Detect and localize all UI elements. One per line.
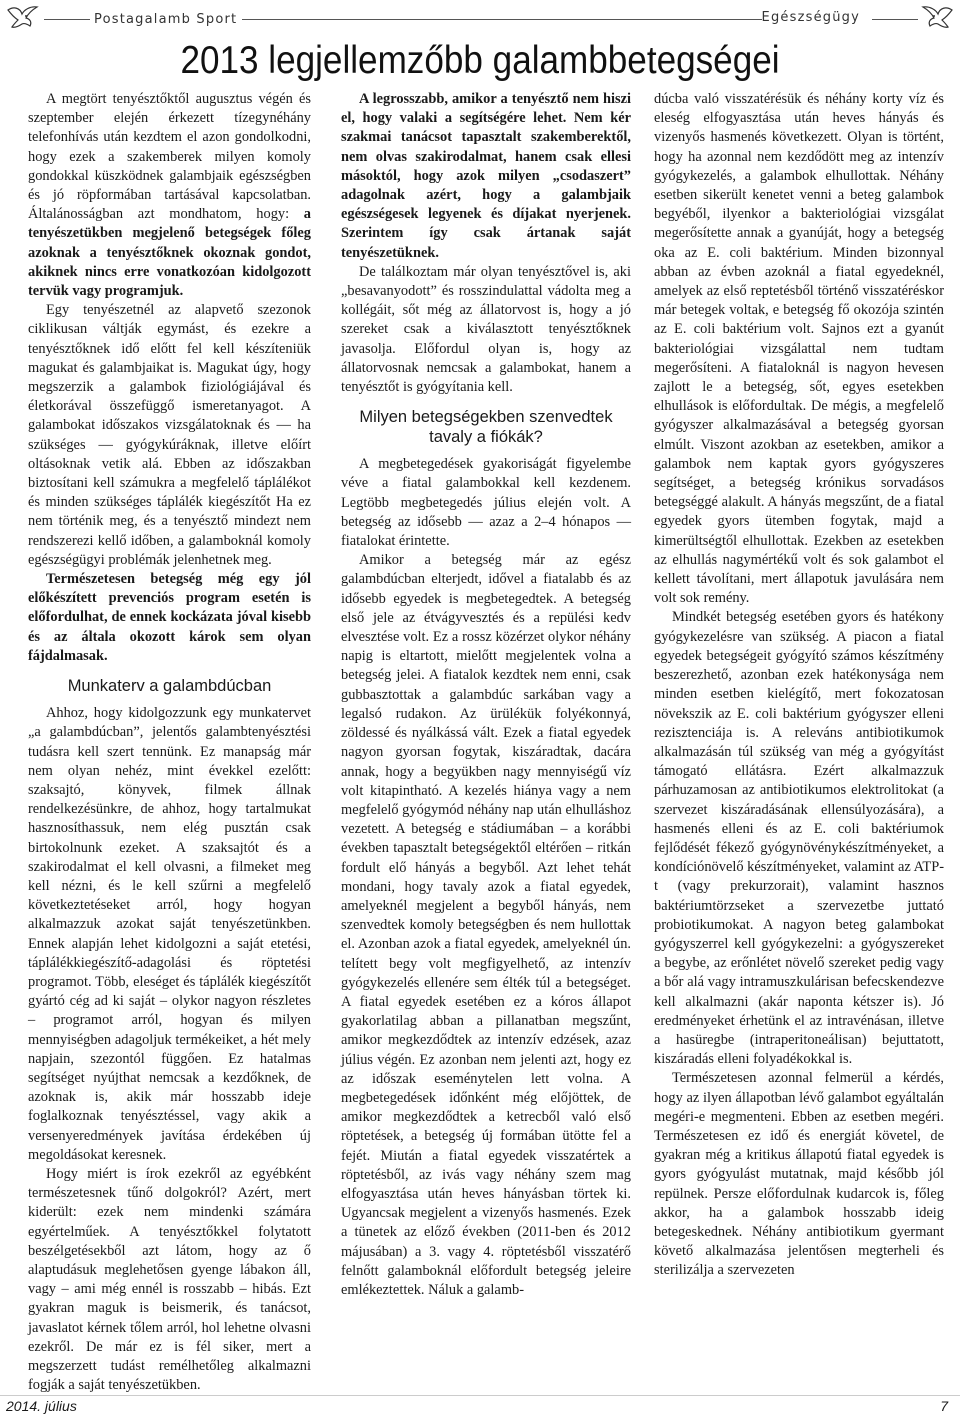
column-3 [654,90,944,1281]
issue-date: 2014. július [6,1398,77,1414]
article-title: 2013 legjellemzőbb galambbetegségei [180,39,780,82]
page-number: 7 [940,1398,948,1414]
paragraph: Egy tenyészetnél az alapvető szezonok ciklikusan váltják egymást, és ezekre a tenyésztőknek idő előtt fel kell készíteniük magukat és galambjaikat is. Magukat úgy, hogy megszerzik a galambok fiziológiájával és életkorával összefüggő ismeretanyagot. A galambokat időszakos vizsgálatoknak és — ha szükséges — gyógykúráknak, illetve előírt oltásoknak vetik alá. Ebben az időszakban biztosítani kell számukra a megfelelő táplálékot és minden szükséges táplálék kiegészítőt Ha ez nem történik meg, és a tenyésztő mindezt nem rendszerezi kellő időben, a galamboknál komoly egészségügyi problémák jelenhetnek meg. [28,302,311,568]
column-1 [28,90,311,1395]
page-header [0,0,960,80]
paragraph-bold-text: a tenyészetükben megjelenő betegségek főleg azoknak a tenyésztőknek okoznak gondot, akiknek nincs erre vonatkozóan kidolgozott tervük vagy programjuk. [28,206,311,300]
column-2 [341,90,631,1300]
paragraph: A megbetegedések gyakoriságát figyelembe véve a fiatal galambokkal kell kezdenem. Legtöbb megbetegedés július elején volt. A betegség az idősebb — azaz a 2–4 hónapos — fiatalokat érintette. [341,456,631,550]
header-rule [872,19,918,20]
paragraph [28,90,311,301]
paragraph: dúcba való visszatérésük és néhány korty víz és eleség elfogyasztása után heves hányás és vizenyős hasmenés következett. Olyan is történt, hogy ha azonnal nem kezdődött meg az intenzív gyógykezelés, a galambok elhullottak. Néhány esetben sikerült kenetet venni a beteg galambok begyéből, ilyenkor a bakteriológiai vizsgálat megerősítette annak a gyanúját, hogy a betegség oka az E. coli baktérium. Minden bizonnyal abban az évben azoknál a fiatal egyedeknél, amelyek az első reptetésből történő visszatéréskor már betegek voltak, e betegség fő okozója szintén az E. coli baktérium volt. Sajnos ezt a gyanút bakteriológiai vizsgálattal nem tudtam megerősíteni. A fiataloknál is nagyon hevesen zajlott le a betegség, sőt, egyes esetekben elhullások is előfordultak. De mégis, a megfelelő gyógyszer alkalmazásával a betegség gyorsan elmúlt. Viszont azokban az esetekben, amikor a galambok nem kaptak gyors gyógyszeres segítséget, a betegség krónikus sorvadásos betegséggé alakult. A hányás megszűnt, de a fiatal egyedek gyors ütemben fogytak, majd a kimerültségtől elhullottak. Ezekben az esetekben az elhullás nagymértékű volt és sok galambot el kellett távolítani, mert állapotuk javulására nem volt sok remény. [654,91,944,607]
paragraph: Mindkét betegség esetében gyors és hatékony gyógykezelésre van szükség. A piacon a fiatal egyedek betegségeit gyógyító számos készítmény beszerezhető, azonban ezek hatékonysága nem minden esetben kielégítő, mert fokozatosan növekszik az E. coli baktérium gyógyszer elleni rezisztenciája is. A releváns antibiotikumok alkalmazásán túl szükség van még a gyógyítást támogató ellátásra. Ezért alkalmazzuk párhuzamosan az antibiotikumos elektrolitokat (a szervezet kiszáradásának ellensúlyozására), a hasmenés elleni és az E. coli baktériumok fejlődését fékező gyógynövénykészítményeket, a kondíciónövelő készítményeket, valamint az ATP-t (vagy prekurzorait), valamint hasznos baktériumtörzseket a szervezetbe juttató probiotikumokat. A nagyon beteg galambokat gyógyszerrel kell gyógykezelni: a gyógyszereket a begybe, az erőnlétet növelő szereket pedig vagy a bőr alá vagy intramuszkulárisan befecskendezve kell alkalmazni (akár naponta kétszer is). Jó eredményeket érhetünk el az intravénásan, illetve a hasüregbe (intraperitoneálisan) bejuttatott, kiszáradás elleni folyadékokkal is. [654,609,944,1068]
pigeon-logo-icon [920,4,954,32]
subheading: Milyen betegségekben szenvedtek tavaly a fiókák? [359,408,613,447]
paragraph: Hogy miért is írok ezekről az egyébként természetesnek tűnő dolgokról? Azért, mert kiderült: ezek nem mindenki számára egyértelműek. A tenyésztőkkel folytatott beszélgetésekből azt látom, hogy az ő alaptudásuk meglehetősen gyenge lábakon áll, vagy – ami még ennél is rosszabb – hibás. Ezt gyakran maguk is beismerik, és tanácsot, javaslatot kérnek tőlem arról, hol lehetne olvasni ezekről. De már ez is fél siker, mert a megszerzett tudást remélhetőleg alkalmazni fogják a saját tenyészetükben. [28,1165,311,1394]
paragraph: Ahhoz, hogy kidolgozzunk egy munkatervet „a galambdúcban”, jelentős galambtenyésztési tudásra kell szert tennünk. Ez manapság már nem olyan nehéz, mint évekkel ezelőtt: szaksajtó, könyvek, filmek állnak rendelkezésünkre, de ahhoz, hogy tartalmukat hasznosíthassuk, nem elég pusztán csak birtokolnunk ezeket. A szaksajtót és a szakirodalmat el kell olvasni, a filmeket meg kell nézni, és le kell szűrni a megfelelő következtetéseket arról, hogy hogyan alkalmazzuk azokat saját tenyészetünkben. Ennek alapján lehet kidolgozni a saját etetési, táplálékkiegészítő-adagolási és röptetési programot. Több, eleséget és táplálék kiegészítőt gyártó cég ad ki saját – olykor nagyon részletes – programot arról, hogyan és milyen mennyiségben adagoljuk termékeiket, a hét mely napjain, szezontól függően. Ez hatalmas segítséget nyújthat nemcsak a kezdőknek, de azoknak is, akik már hosszabb ideje foglalkoznak tenyésztéssel, vagy akik a versenyeredmények javítása érdekében új megoldásokat keresnek. [28,705,311,1163]
footer-rule [0,1395,960,1396]
paragraph-bold: A legrosszabb, amikor a tenyésztő nem hiszi el, hogy valaki a segítségére lehet. Nem kér szakmai tanácsot tapasztalt szakemberektől, nem olvas szakirodalmat, hanem csak ellesi másoktól, hogy azok milyen „csodaszert” adagolnak azért, hogy a galambjaik egészségesek legyenek és díjakat nyerjenek. Szerintem így csak ártanak saját tenyészetüknek. [341,91,631,261]
paragraph: Természetesen azonnal felmerül a kérdés, hogy az ilyen állapotban lévő galambot egyáltalán megéri-e megmenteni. Ebben az esetben megéri. Természetesen ez idő és energiát követel, de gyakran még a kritikus állapotú fiatal egyedek is gyors gyógyulást mutatnak, majd később jól repülnek. Persze előfordulnak kudarcok is, főleg akkor, ha a galambok hosszabb ideig betegeskednek. Néhány antibiotikum gyermant követő alkalmazása jelentősen megterheli és sterilizálja a szervezeten [654,1070,944,1279]
paragraph: De találkoztam már olyan tenyésztővel is, aki „besavanyodott” és rosszindulattal vádolta meg a kollégáit, sőt még az állatorvost is, hogy a jó szereket csak a kiválasztott tenyésztőknek javasolja. Előfordul olyan is, hogy az állatorvosnak nemcsak a galambokat, hanem a tenyésztőt is gyógyítania kell. [341,263,631,396]
paragraph: Amikor a betegség már az egész galambdúcban elterjedt, idővel a fiatalabb és az idősebb egyedek is megbetegedtek. A betegség első jele az étvágyvesztés és a repülési kedv elvesztése volt. Ez a rossz közérzet olykor néhány napig is eltartott, mielőtt megjelentek volna a betegség jelei. A fiatalok kezdtek nem enni, csak gubbasztottak a galambdúc sarkában vagy a legalsó rudakon. Az ürülékük folyékonnyá, zöldessé és nyálkássá vált. Ezek a fiatal egyedek nagyon gyorsan fogytak, kiszáradtak, dacára annak, hogy a begyükben nagy mennyiségű víz volt kitapintható. A kezelés hiánya vagy a nem megfelelő gyógymód néhány nap után elhulláshoz vezetett. A betegség e stádiumában – a korábbi években tapasztalt betegségektől eltérően – ritkán fordult elő hányás a begyből. Azt lehet tehát mondani, hogy tavaly azok a fiatal egyedek, amelyeknél megjelent a begyből hányás, nem szenvedtek komoly betegségben és nem hullottak el. Azonban azok a fiatal egyedek, amelyeknél ún. telített begy volt megfigyelhető, az intenzív gyógykezelés ellenére sem élték túl a betegséget. A fiatal egyedek esetében ez a kóros állapot gyakorlatilag abban a pillanatban megszűnt, amikor megkezdődtek az intenzív edzések, azaz július végén. Ez azonban nem jelenti azt, hogy ez az időszak eseménytelen lett volna. A megbetegedések időnként még előjöttek, de amikor megkezdődtek a ketrecből való első röptetések, a betegség új formában ütötte fel a fejét. Miután a fiatal egyedek visszatértek a röptetésből, az ivás vagy néhány szem mag elfogyasztása után heves hányásban törtek ki. Ugyancsak megjelent a vizenyős hasmenés. Ezek a tünetek az előző években (2011-ben és 2012 májusában) a 3. vagy 4. röptetésből visszatérő felnőtt galamboknál előfordult betegség jeleire emlékeztettek. Náluk a galamb- [341,552,631,1298]
paragraph-text: A megtört tenyésztőktől augusztus végén és szeptember elején érkezett tízegynéhány telefonhívás után kezdtem el azon gondolkodni, hogy ezek a szakemberek milyen komoly gondokkal küszködnek galambjaik egészségben és jó röpformában tartásával kapcsolatban. Általánosságban azt mondhatom, hogy: [28,91,311,223]
section-name: Egészségügy [761,10,860,25]
pigeon-logo-icon [6,4,40,32]
paragraph-bold: Természetesen betegség még egy jól előkészített prevenciós program esetén is előfordulhat, de ennek kockázata jóval kisebb és az általa okozott károk sem olyan fájdalmasak. [28,571,311,664]
subheading: Munkaterv a galambdúcban [67,677,272,696]
publication-name: Postagalamb Sport [94,12,238,27]
header-rule [44,19,90,20]
header-rule [242,19,762,20]
